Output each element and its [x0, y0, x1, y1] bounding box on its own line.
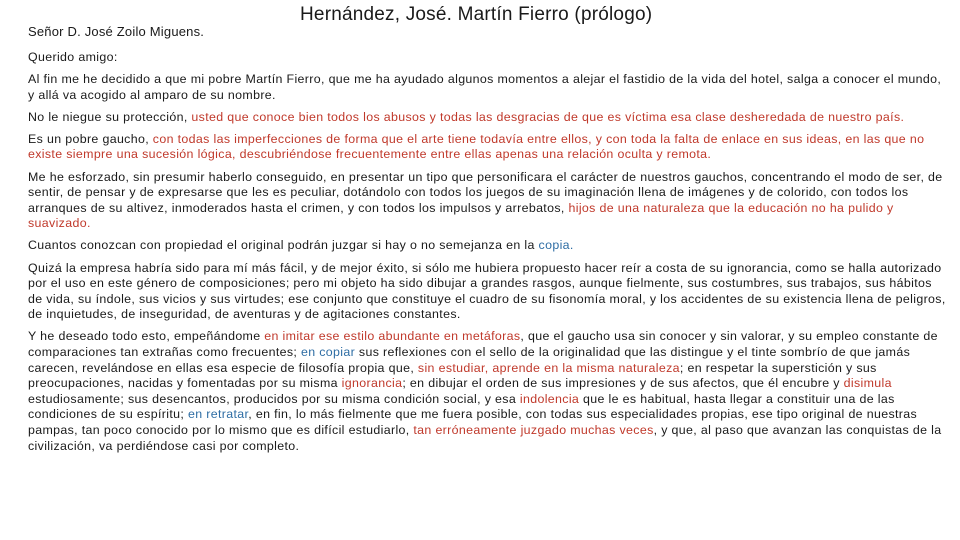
paragraph-text: Me he esforzado, sin presumir haberlo conseguido, en presentar un tipo que personificara el carácter de nuestros gauchos, concentrando el modo de ser, de sentir, de pensar y de expresarse que les es peculiar, dotándolo con todos los juegos de su imaginación llena de imágenes y de colorido, con todos los arranques de su altivez, inmoderados hasta el crimen, y con todos los impulsos y arrebatos, — [28, 169, 943, 215]
body-paragraph — [28, 238, 946, 254]
highlight-red-text: indolencia — [519, 391, 580, 406]
highlight-red-text: disimula — [843, 376, 892, 391]
body-paragraph — [28, 329, 946, 454]
body-paragraph — [28, 110, 946, 126]
paragraph-text: sus reflexiones con el sello de la originalidad que las distingue y el tinte sombrío de que jamás carecen, revelándose en ellas esa especie de filosofía propia que, — [28, 345, 911, 375]
paragraph-text: Quizá la empresa habría sido para mí más fácil, y de mejor éxito, si sólo me hubiera propuesto hacer reír a costa de su ignorancia, como se halla autorizado por el uso en este género de composiciones; pero mi objeto ha sido dibujar a grandes rasgos, aunque fielmente, sus costumbres, sus trabajos, sus hábitos de vida, su índole, sus vicios y sus virtudes; ese conjunto que constituye el cuadro de su fisonomía moral, y los accidentes de su existencia llena de peligros, de inquietudes, de inseguridad, de aventuras y de agitaciones constantes. — [28, 260, 946, 322]
greeting — [28, 50, 946, 66]
highlight-red-text: hijos de una naturaleza que la educación no ha pulido y suavizado. — [28, 200, 894, 231]
paragraph-text: , que el gaucho usa sin conocer y sin valorar, y su empleo constante de comparaciones tan extrañas como frecuentes; — [28, 329, 938, 359]
paragraph-text: ; en dibujar el orden de sus impresiones y de sus afectos, que él encubre y — [402, 376, 844, 391]
highlight-blue-text: copia. — [538, 238, 574, 253]
highlight-red-text: tan erróneamente juzgado muchas veces — [413, 422, 654, 437]
document-title: Hernández, José. Martín Fierro (prólogo) — [300, 4, 653, 25]
paragraph-text: ; en respetar la superstición y sus preocupaciones, nacidas y fomentadas por su misma — [28, 360, 877, 391]
paragraph-text: Querido amigo: — [28, 50, 118, 64]
paragraph-text: , en fin, lo más fielmente que me fuera posible, con todas sus especialidades propias, ese tipo original de nuestras pampas, tan poco conocido por lo mismo que es difícil estudiarlo, — [28, 407, 918, 437]
paragraph-text: , y que, al paso que avanzan las conquistas de la civilización, va perdiéndose casi por completo. — [28, 422, 942, 453]
recipient-header: Señor D. José Zoilo Miguens. — [28, 24, 205, 39]
letter-body — [28, 50, 946, 461]
highlight-red-text: en imitar ese estilo abundante en metáforas — [264, 329, 521, 344]
paragraph-text: Al fin me he decidido a que mi pobre Martín Fierro, que me ha ayudado algunos momentos a alejar el fastidio de la vida del hotel, salga a conocer el mundo, y allá va acogido al amparo de su nombre. — [28, 72, 942, 102]
highlight-red-text: sin estudiar, aprende en la misma naturaleza — [417, 360, 680, 375]
paragraph-text: Cuantos conozcan con propiedad el original podrán juzgar si hay o no semejanza en la — [28, 238, 539, 253]
highlight-blue-text: en copiar — [300, 345, 356, 359]
paragraph-text: estudiosamente; sus desencantos, producidos por su misma condición social, y esa — [28, 391, 520, 406]
highlight-red-text: ignorancia — [341, 376, 403, 391]
highlight-blue-text: en retratar — [187, 407, 249, 422]
highlight-red-text: usted que conoce bien todos los abusos y todas las desgracias de que es víctima esa clase desheredada de nuestro país. — [191, 109, 905, 124]
paragraph-text: Es un pobre gaucho, — [28, 131, 153, 146]
body-paragraph — [28, 261, 946, 323]
paragraph-text: que le es habitual, hasta llegar a constituir una de las condiciones de su espíritu; — [28, 391, 895, 422]
paragraph-text: No le niegue su protección, — [28, 109, 192, 124]
body-paragraph — [28, 170, 946, 232]
body-paragraph — [28, 132, 946, 163]
paragraph-text: Y he deseado todo esto, empeñándome — [28, 329, 265, 344]
body-paragraph — [28, 72, 946, 103]
highlight-red-text: con todas las imperfecciones de forma que el arte tiene todavía entre ellos, y con toda la falta de enlace en sus ideas, en las que no existe siempre una sucesión lógica, descubriéndose frecuentemente entre ellas apenas una relación oculta y remota. — [28, 131, 925, 162]
